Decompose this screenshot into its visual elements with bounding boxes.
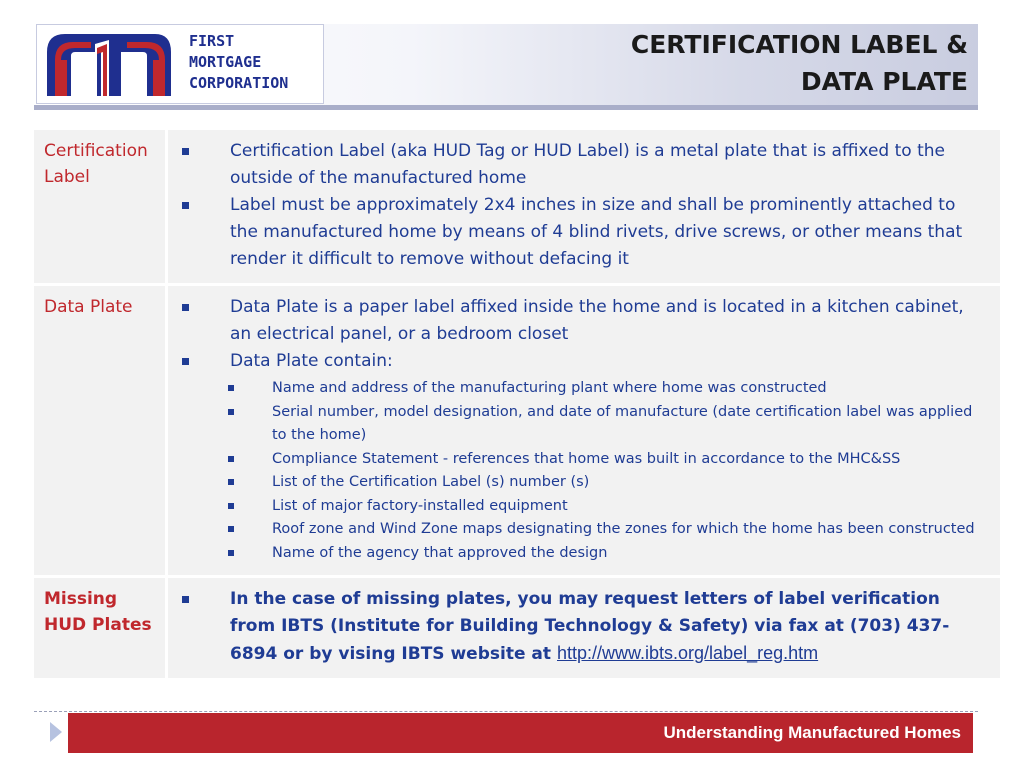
list-item (182, 348, 986, 565)
square-bullet-icon (228, 409, 234, 415)
bullet-text: Certification Label (aka HUD Tag or HUD Label) is a metal plate that is affixed to the outside of the manufactured home (230, 141, 945, 188)
list-item (182, 138, 986, 192)
row-label: Data Plate (34, 286, 168, 575)
list-item (182, 586, 986, 668)
list-item (182, 294, 986, 348)
square-bullet-icon (182, 304, 189, 311)
ibts-website-link[interactable]: http://www.ibts.org/label_reg.htm (557, 643, 819, 663)
bullet-text: In the case of missing plates, you may request letters of label verification from IBTS (Institute for Building Technology & Safety) via fax at (703) 437-6894 or by vising IBTS website at (230, 589, 950, 664)
logo-wordmark (189, 31, 321, 94)
table-row-missing-hud-plates (34, 578, 1000, 678)
sub-list-item (224, 542, 986, 566)
row-body (168, 286, 1000, 575)
square-bullet-icon (228, 479, 234, 485)
content-table (34, 127, 1000, 681)
sub-list-item (224, 377, 986, 401)
sub-bullet-text: Serial number, model designation, and date of manufacture (date certification label was applied to the home) (272, 403, 973, 443)
row-body (168, 130, 1000, 283)
triangle-arrow-icon (50, 722, 62, 742)
square-bullet-icon (182, 202, 189, 209)
sub-bullet-text: List of major factory-installed equipment (272, 497, 568, 514)
sub-list-item (224, 471, 986, 495)
sub-bullet-text: Name and address of the manufacturing plant where home was constructed (272, 380, 827, 396)
square-bullet-icon (228, 456, 234, 462)
slide-title-line2: DATA PLATE (800, 67, 968, 96)
sub-bullet-text: Compliance Statement - references that home was built in accordance to the MHC&SS (272, 450, 901, 467)
sub-bullet-text: Roof zone and Wind Zone maps designating the zones for which the home has been constructed (272, 521, 975, 537)
logo-line-mortgage: MORTGAGE (189, 53, 262, 71)
list-item (182, 192, 986, 273)
logo-line-corporation: CORPORATION (189, 74, 289, 92)
sub-list-item (224, 401, 986, 448)
bullet-list (182, 138, 986, 273)
square-bullet-icon (228, 550, 234, 556)
footer-text: Understanding Manufactured Homes (663, 723, 961, 742)
company-logo (36, 24, 324, 104)
sub-bullet-text: List of the Certification Label (s) number (s) (272, 474, 590, 490)
bullet-text: Label must be approximately 2x4 inches in size and shall be prominently attached to the manufactured home by means of 4 blind rivets, drive screws, or other means that render it difficult to remove without defacing it (230, 195, 963, 269)
row-label-line1: Missing (44, 589, 118, 609)
footer-divider (34, 711, 978, 712)
bullet-text: Data Plate contain: (230, 351, 393, 371)
slide-title-line1: CERTIFICATION LABEL & (630, 30, 968, 59)
bullet-text: Data Plate is a paper label affixed inside the home and is located in a kitchen cabinet, an electrical panel, or a bedroom closet (230, 297, 964, 344)
square-bullet-icon (182, 358, 189, 365)
slide-title (448, 26, 968, 100)
square-bullet-icon (228, 526, 234, 532)
sub-list-item (224, 495, 986, 519)
table-row-certification-label (34, 130, 1000, 283)
row-body (168, 578, 1000, 678)
bullet-list (182, 294, 986, 565)
sub-list-item (224, 448, 986, 472)
footer-bar (68, 713, 973, 753)
sub-bullet-text: Name of the agency that approved the design (272, 544, 608, 561)
square-bullet-icon (182, 596, 189, 603)
sub-list-item (224, 518, 986, 542)
sub-bullet-list (224, 377, 986, 565)
square-bullet-icon (182, 148, 189, 155)
logo-line-first: FIRST (189, 32, 235, 50)
row-label: Certification Label (34, 130, 168, 283)
row-label (34, 578, 168, 678)
square-bullet-icon (228, 503, 234, 509)
table-row-data-plate (34, 286, 1000, 575)
square-bullet-icon (228, 385, 234, 391)
bullet-list (182, 586, 986, 668)
row-label-line2: HUD Plates (44, 615, 152, 635)
logo-mark-icon (43, 30, 175, 98)
